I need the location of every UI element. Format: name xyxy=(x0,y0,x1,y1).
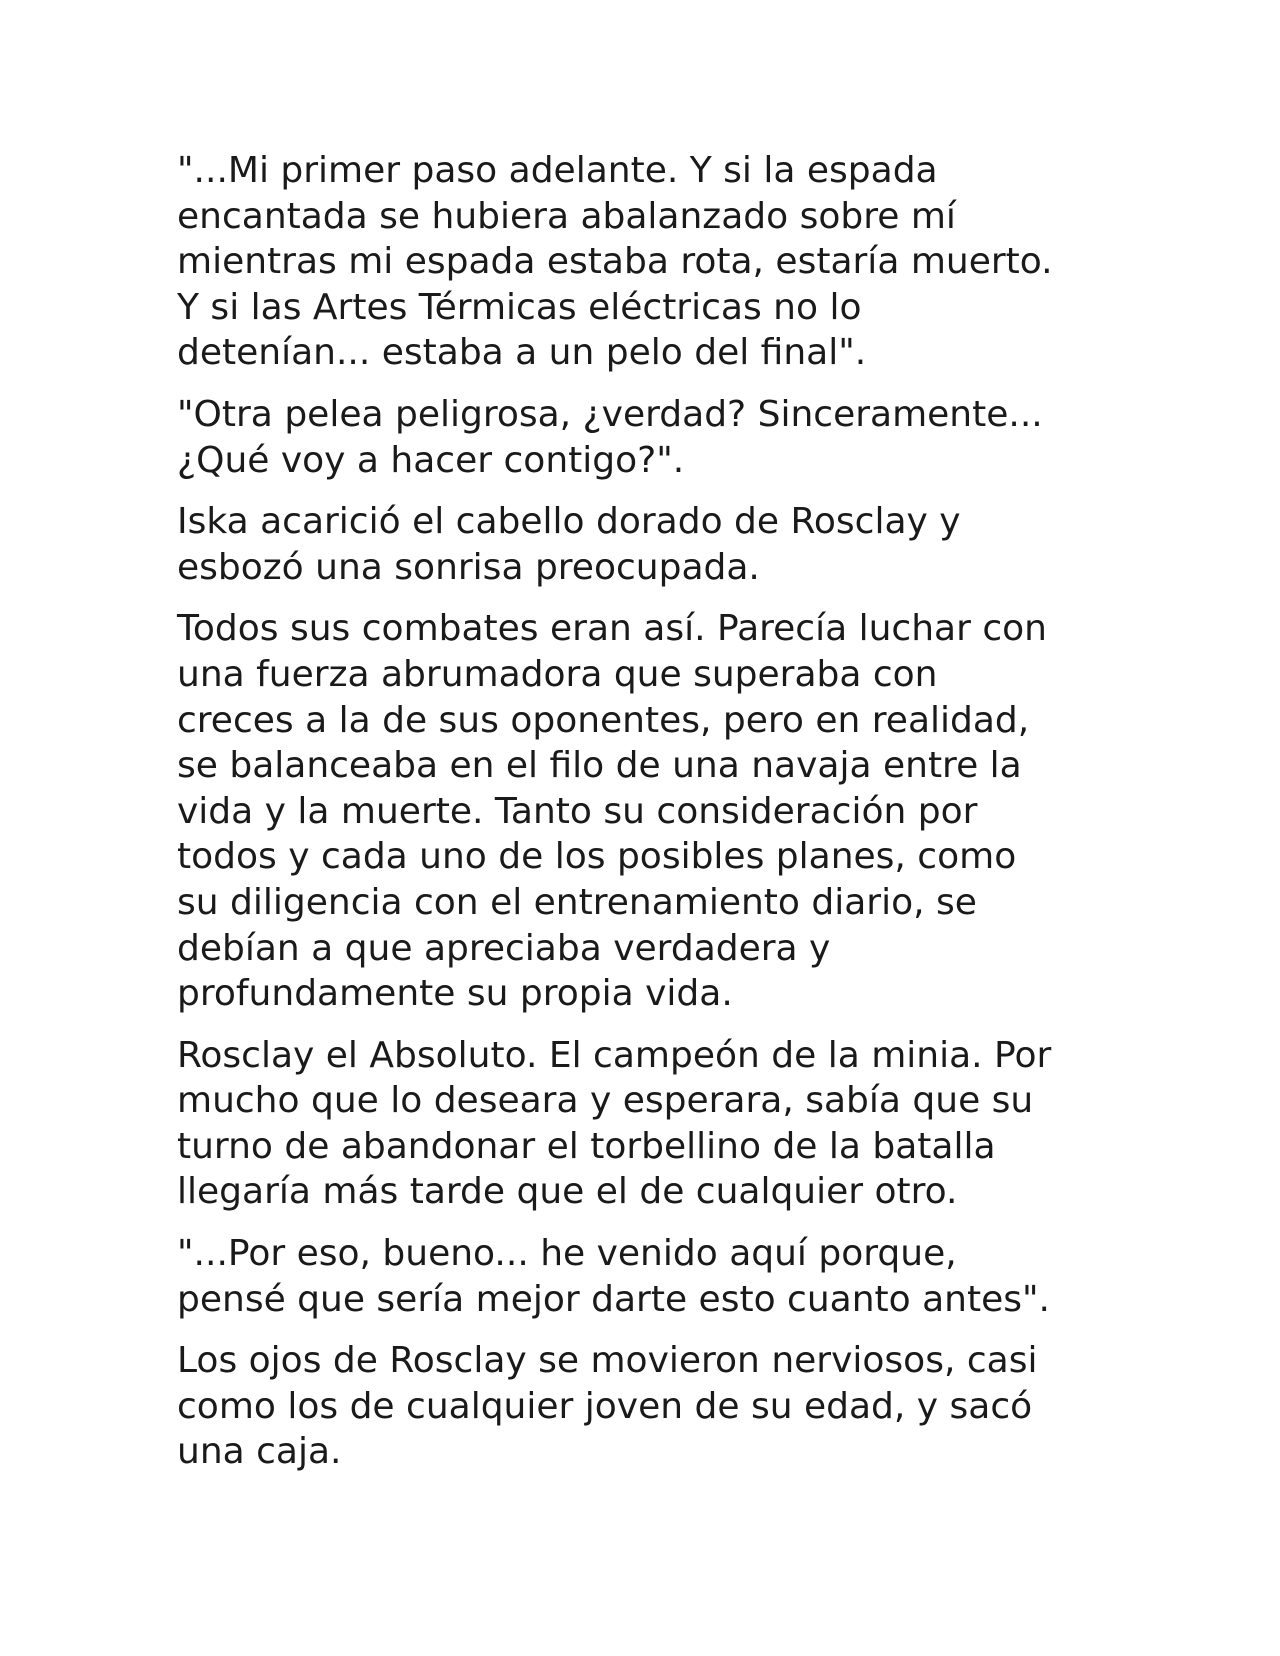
text-line: se balanceaba en el filo de una navaja entre la xyxy=(177,745,1022,787)
text-line: Los ojos de Rosclay se movieron nerviosos, casi xyxy=(177,1340,1038,1382)
text-line: vida y la muerte. Tanto su consideración por xyxy=(177,790,978,832)
text-line: todos y cada uno de los posibles planes, como xyxy=(177,836,1017,878)
paragraph-7 xyxy=(177,1338,1117,1475)
text-line: su diligencia con el entrenamiento diario, se xyxy=(177,881,977,923)
text-line: esbozó una sonrisa preocupada. xyxy=(177,546,760,588)
book-page xyxy=(177,148,1117,1491)
text-line: Rosclay el Absoluto. El campeón de la minia. Por xyxy=(177,1034,1052,1076)
text-line: "Otra pelea peligrosa, ¿verdad? Sinceramente... xyxy=(177,393,1043,435)
text-line: profundamente su propia vida. xyxy=(177,973,733,1015)
text-line: turno de abandonar el torbellino de la batalla xyxy=(177,1125,996,1167)
text-line: creces a la de sus oponentes, pero en realidad, xyxy=(177,699,1030,741)
text-line: "...Por eso, bueno... he venido aquí porque, xyxy=(177,1233,957,1275)
text-line: mientras mi espada estaba rota, estaría muerto. xyxy=(177,241,1053,283)
text-line: "...Mi primer paso adelante. Y si la espada xyxy=(177,150,938,191)
text-line: pensé que sería mejor darte esto cuanto antes". xyxy=(177,1278,1050,1320)
text-line: mucho que lo deseara y esperara, sabía que su xyxy=(177,1080,1034,1122)
text-line: una fuerza abrumadora que superaba con xyxy=(177,653,938,695)
text-line: Iska acarició el cabello dorado de Rosclay y xyxy=(177,501,961,543)
paragraph-1 xyxy=(177,148,1117,376)
text-line: detenían... estaba a un pelo del final". xyxy=(177,332,867,374)
text-line: una caja. xyxy=(177,1431,342,1473)
text-line: Y si las Artes Térmicas eléctricas no lo xyxy=(177,286,862,328)
paragraph-2 xyxy=(177,392,1117,483)
text-line: llegaría más tarde que el de cualquier otro. xyxy=(177,1171,958,1213)
text-line: ¿Qué voy a hacer contigo?". xyxy=(177,439,685,481)
paragraph-4 xyxy=(177,606,1117,1016)
text-line: Todos sus combates eran así. Parecía luchar con xyxy=(177,608,1047,650)
paragraph-3 xyxy=(177,499,1117,590)
text-line: encantada se hubiera abalanzado sobre mí xyxy=(177,195,956,237)
paragraph-6 xyxy=(177,1231,1117,1322)
text-line: como los de cualquier joven de su edad, y sacó xyxy=(177,1385,1033,1427)
paragraph-5 xyxy=(177,1033,1117,1215)
text-line: debían a que apreciaba verdadera y xyxy=(177,927,831,969)
